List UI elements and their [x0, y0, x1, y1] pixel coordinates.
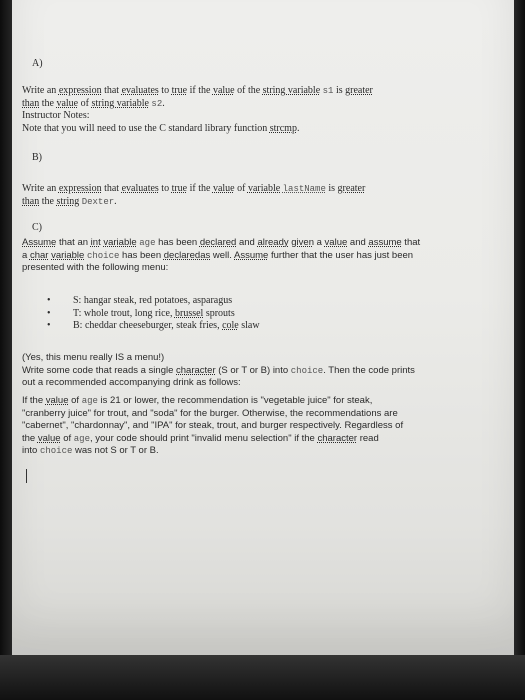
- monitor-bezel-bottom: [0, 655, 525, 700]
- menu-list: [47, 295, 487, 333]
- section-a-label: A): [32, 58, 43, 69]
- document-screen: [12, 0, 514, 655]
- strcmp-link[interactable]: strcmp: [269, 122, 297, 134]
- section-c-rules: If the value of age is 21 or lower, the recommendation is "vegetable juice" for steak, "cranberry juice" for trout, and "soda" for the burger. Otherwise, the recommendations are "cabernet", "chardonnay", and "IPA" for steak, trout, and burger respectively. Regardless of the value of age, your code should print "invalid menu selection" if the character read into choice was not S or T or B.: [22, 395, 404, 457]
- section-b-question: Write an expression that evaluates to true if the value of variable lastName is greater than the string Dexter.: [22, 183, 366, 207]
- section-c-instructions: (Yes, this menu really IS a menu!) Write some code that reads a single character (S or T or B) into choice. Then the code prints out a recommended accompanying drink as follows:: [22, 352, 415, 389]
- section-c-label: C): [32, 222, 42, 233]
- menu-item-s: • S: hangar steak, red potatoes, asparagus: [47, 295, 487, 308]
- section-c-intro: Assume that an int variable age has been declared and already given a value and assume that a char variable choice has been declaredas well. Assume further that the user has just been presented with the following menu:: [22, 237, 421, 274]
- menu-item-t: • T: whole trout, long rice, brussel sprouts: [47, 308, 487, 321]
- instructor-notes-label: Instructor Notes:: [22, 110, 90, 121]
- section-a-question: Write an expression that evaluates to true if the value of the string variable s1 is greater than the value of string variable s2. Instructor Notes: Note that you will need to use the C standard library function strcmp.: [22, 85, 373, 134]
- photo-edge-right: [513, 0, 525, 700]
- text-cursor: [26, 469, 27, 483]
- menu-item-b: • B: cheddar cheeseburger, steak fries, cole slaw: [47, 320, 487, 333]
- section-b-label: B): [32, 152, 42, 163]
